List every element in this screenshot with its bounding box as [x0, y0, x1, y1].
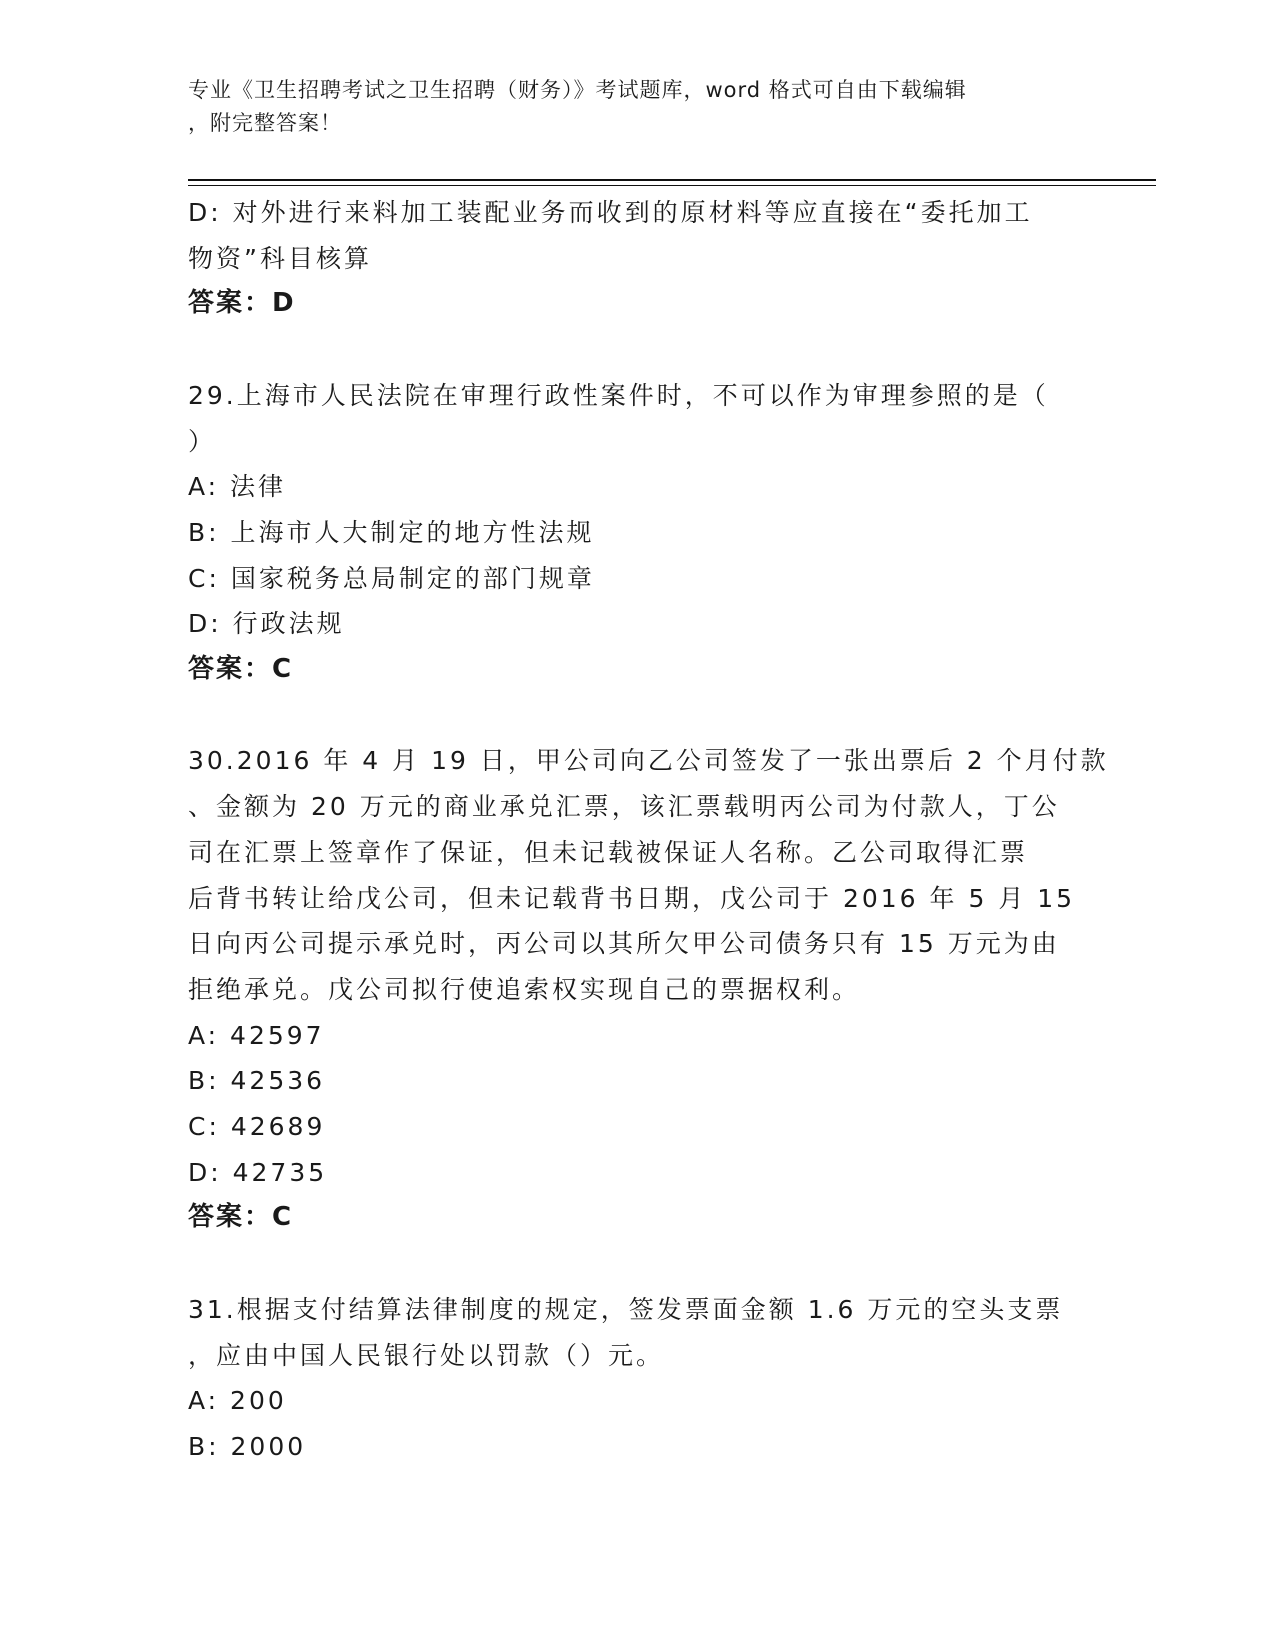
option-b: B: 2000 [188, 1431, 307, 1461]
question-stem-line-2: ，应由中国人民银行处以罚款（）元。 [188, 1340, 665, 1370]
question-stem-line-2: 、金额为 20 万元的商业承兑汇票，该汇票载明丙公司为付款人，丁公 [188, 792, 1060, 822]
option-d: D: 行政法规 [188, 609, 345, 639]
document-header [188, 74, 1068, 140]
question-30 [188, 738, 1109, 1241]
answer-label: 答案：C [188, 1202, 294, 1233]
option-b: B: 上海市人大制定的地方性法规 [188, 517, 595, 547]
document-body [188, 190, 1109, 1470]
question-29 [188, 373, 1078, 693]
option-c: C: 国家税务总局制定的部门规章 [188, 563, 595, 593]
option-c: C: 42689 [188, 1112, 326, 1142]
question-stem-line-1: 30.2016 年 4 月 19 日，甲公司向乙公司签发了一张出票后 2 个月付款 [188, 746, 1109, 776]
header-line-1: 专业《卫生招聘考试之卫生招聘（财务）》考试题库，word 格式可自由下载编辑 [188, 78, 967, 102]
question-31 [188, 1287, 1078, 1470]
spacer [188, 693, 1078, 739]
option-d: D: 42735 [188, 1157, 328, 1187]
header-line-2: ，附完整答案！ [188, 111, 342, 135]
header-divider-thick [188, 179, 1156, 181]
question-stem-line-4: 后背书转让给戊公司，但未记载背书日期，戊公司于 2016 年 5 月 15 [188, 883, 1076, 913]
answer-label: 答案：C [188, 654, 294, 685]
question-stem-line-2: ） [188, 426, 217, 456]
option-a: A: 法律 [188, 472, 287, 502]
question-stem-line-1: 31.根据支付结算法律制度的规定，签发票面金额 1.6 万元的空头支票 [188, 1294, 1064, 1324]
option-a: A: 42597 [188, 1020, 325, 1050]
answer-label: 答案：D [188, 288, 296, 319]
question-stem-line-1: 29.上海市人民法院在审理行政性案件时，不可以作为审理参照的是（ [188, 380, 1049, 410]
question-stem-line-6: 拒绝承兑。戊公司拟行使追索权实现自己的票据权利。 [188, 974, 861, 1004]
question-stem-line-5: 日向丙公司提示承兑时，丙公司以其所欠甲公司债务只有 15 万元为由 [188, 929, 1060, 959]
option-d-line-1: D: 对外进行来料加工装配业务而收到的原材料等应直接在“委托加工 [188, 198, 1033, 227]
spacer [188, 1241, 1078, 1287]
option-a: A: 200 [188, 1386, 287, 1416]
header-divider-thin [188, 185, 1156, 186]
question-stem-line-3: 司在汇票上签章作了保证，但未记载被保证人名称。乙公司取得汇票 [188, 837, 1029, 867]
option-b: B: 42536 [188, 1066, 326, 1096]
option-d-line-2: 物资”科目核算 [188, 243, 372, 273]
question-28-tail [188, 190, 1078, 327]
spacer [188, 327, 1078, 373]
